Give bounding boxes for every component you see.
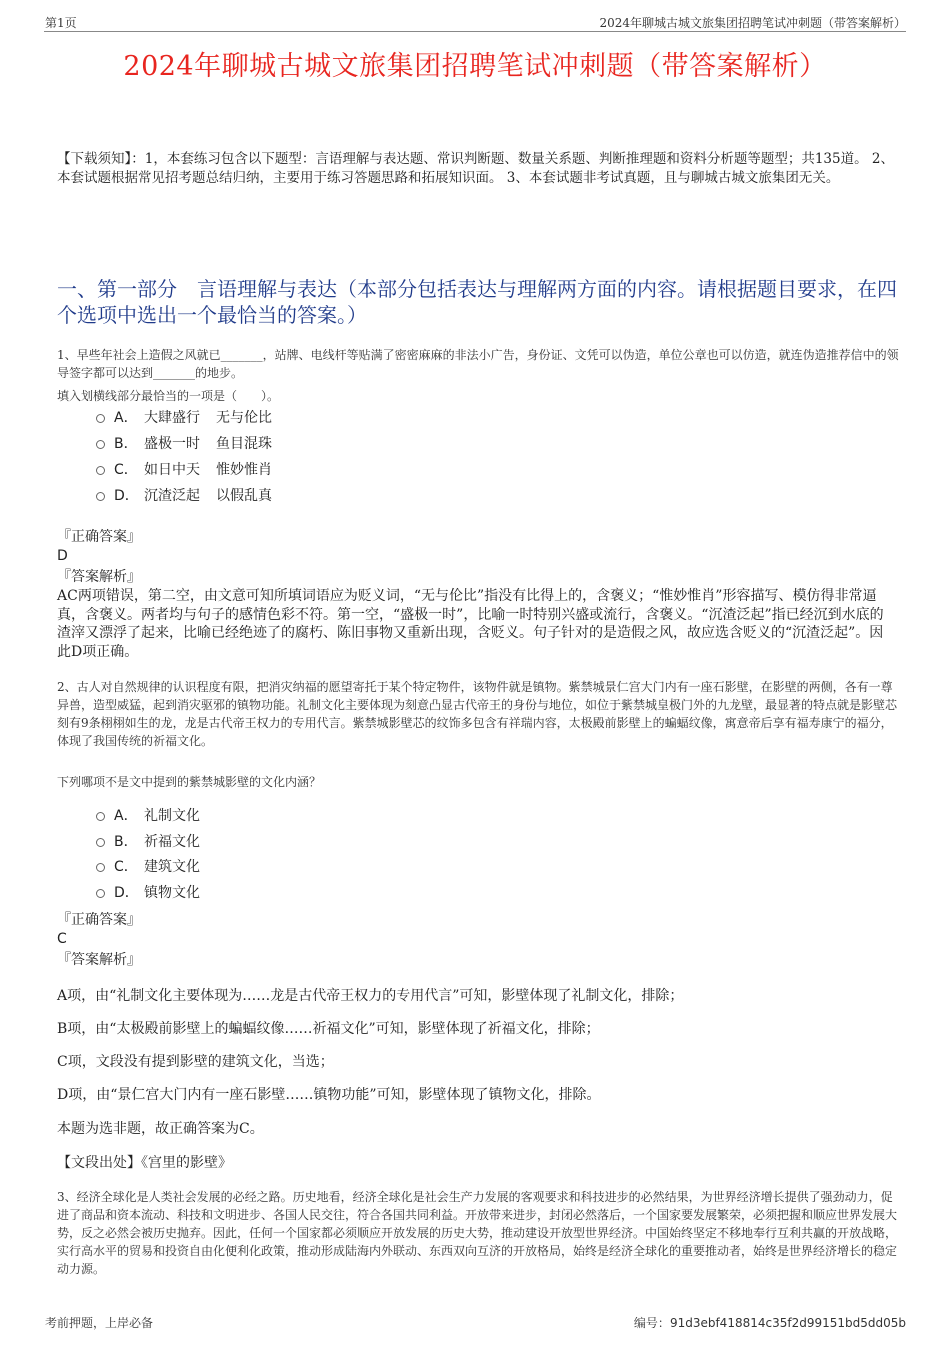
q1-option-d[interactable]: D． 沉渣泛起 以假乱真 — [96, 486, 272, 506]
q3-stem: 3、经济全球化是人类社会发展的必经之路。历史地看，经济全球化是社会生产力发展的客观要求和科技进步的必然结果，为世界经济增长提供了强劲动力，促进了商品和资本流动、科技和文明进步、各国人民交往，符合各国共同利益。开放带来进步，封闭必然落后，一个国家要发展繁荣，必须把握和顺应世界发展大势，反之必然会被历史抛弃。因此，任何一个国家都必须顺应开放发展的历史大势，推动建设开放型世界经济。中国始终坚定不移地奉行互利共赢的开放战略，实行高水平的贸易和投资自由化便利化政策，推动形成陆海内外联动、东西双向互济的开放格局，始终是经济全球化的重要推动者，始终是世界经济增长的稳定动力源。 — [57, 1190, 898, 1276]
q2-analysis-d: D项，由“景仁宫大门内有一座石影壁……镇物功能”可知，影壁体现了镇物文化，排除。 — [57, 1087, 601, 1103]
radio-icon[interactable] — [96, 492, 105, 501]
q1-ask: 填入划横线部分最恰当的一项是（ ）。 — [57, 389, 280, 403]
q1-analysis-label: 『答案解析』 — [57, 569, 141, 585]
q2-answer-label: 『正确答案』 — [57, 912, 141, 928]
radio-icon[interactable] — [96, 838, 105, 847]
q1-analysis: AC两项错误，第二空，由文意可知所填词语应为贬义词，“无与伦比”指没有比得上的，含褒义；“惟妙惟肖”形容描写、模仿得非常逼真，含褒义。两者均与句子的感情色彩不符。第一空，“盛极一时”，比喻一时特别兴盛或流行，含褒义。“沉渣泛起”指已经沉到水底的渣滓又漂浮了起来，比喻已经绝迹了的腐朽、陈旧事物又重新出现，含贬义。句子针对的是造假之风，故应选含贬义的“沉渣泛起”。因此D项正确。 — [57, 588, 884, 660]
q2-option-d[interactable]: D． 镇物文化 — [96, 883, 200, 903]
q2-answer: C — [57, 931, 67, 947]
footer-code-value: 91d3ebf418814c35f2d99151bd5dd05b — [669, 1316, 906, 1330]
radio-icon[interactable] — [96, 414, 105, 423]
q2-option-a[interactable]: A． 礼制文化 — [96, 806, 200, 826]
footer-code-label: 编号： — [633, 1316, 670, 1330]
q1-answer: D — [57, 548, 68, 564]
q1-option-c[interactable]: C． 如日中天 惟妙惟肖 — [96, 460, 272, 480]
running-header-title: 2024年聊城古城文旅集团招聘笔试冲刺题（带答案解析） — [599, 16, 906, 30]
footer-slogan: 考前押题，上岸必备 — [45, 1316, 154, 1330]
q1-option-b[interactable]: B． 盛极一时 鱼目混珠 — [96, 434, 272, 454]
page-title: 2024年聊城古城文旅集团招聘笔试冲刺题（带答案解析） — [123, 51, 827, 82]
q2-ask: 下列哪项不是文中提到的紫禁城影壁的文化内涵？ — [57, 775, 322, 789]
q2-analysis-c: C项，文段没有提到影壁的建筑文化，当选； — [57, 1054, 334, 1070]
q1-stem: 1、早些年社会上造假之风就已_______，站牌、电线杆等贴满了密密麻麻的非法小广告，身份证、文凭可以伪造，单位公章也可以仿造，就连伪造推荐信中的领导签字都可以达到_______的地步。 — [57, 348, 899, 380]
q2-stem: 2、古人对自然规律的认识程度有限，把消灾纳福的愿望寄托于某个特定物件，该物件就是镇物。紫禁城景仁宫大门内有一座石影壁，在影壁的两侧，各有一尊异兽，造型威猛，起到消灾驱邪的镇物功能。礼制文化主要体现为刻意凸显古代帝王的身份与地位，如位于紫禁城皇极门外的九龙壁，最显著的特点就是影壁芯刻有9条栩栩如生的龙，龙是古代帝王权力的专用代言。紫禁城影壁芯的纹饰多包含有祥瑞内容，太极殿前影壁上的蝙蝠纹像，寓意帝后享有福寿康宁的福分，体现了我国传统的祈福文化。 — [57, 680, 898, 748]
footer-code — [634, 1314, 906, 1331]
download-notice: 【下载须知】：1，本套练习包含以下题型：言语理解与表达题、常识判断题、数量关系题、判断推理题和资料分析题等题型；共135道。 2、本套试题根据常见招考题总结归纳，主要用于练习答题思路和拓展知识面。 3、本套试题非考试真题，且与聊城古城文旅集团无关。 — [57, 151, 894, 186]
radio-icon[interactable] — [96, 863, 105, 872]
radio-icon[interactable] — [96, 812, 105, 821]
q1-option-a[interactable]: A． 大肆盛行 无与伦比 — [96, 408, 272, 428]
radio-icon[interactable] — [96, 889, 105, 898]
q2-analysis-conclusion: 本题为选非题，故正确答案为C。 — [57, 1121, 264, 1137]
radio-icon[interactable] — [96, 440, 105, 449]
q2-analysis-a: A项，由“礼制文化主要体现为……龙是古代帝王权力的专用代言”可知，影壁体现了礼制文化，排除； — [57, 988, 684, 1004]
header-rule — [44, 31, 906, 32]
q2-analysis-label: 『答案解析』 — [57, 952, 141, 968]
q2-option-b[interactable]: B． 祈福文化 — [96, 832, 200, 852]
q2-source: 【文段出处】《宫里的影壁》 — [57, 1155, 232, 1171]
q2-option-c[interactable]: C． 建筑文化 — [96, 857, 200, 877]
q1-answer-label: 『正确答案』 — [57, 529, 141, 545]
q2-analysis-b: B项，由“太极殿前影壁上的蝙蝠纹像……祈福文化”可知，影壁体现了祈福文化，排除； — [57, 1021, 600, 1037]
radio-icon[interactable] — [96, 466, 105, 475]
section-heading: 一、第一部分 言语理解与表达（本部分包括表达与理解两方面的内容。请根据题目要求，在四个选项中选出一个最恰当的答案。） — [57, 277, 897, 327]
page-number: 第1页 — [45, 16, 77, 30]
